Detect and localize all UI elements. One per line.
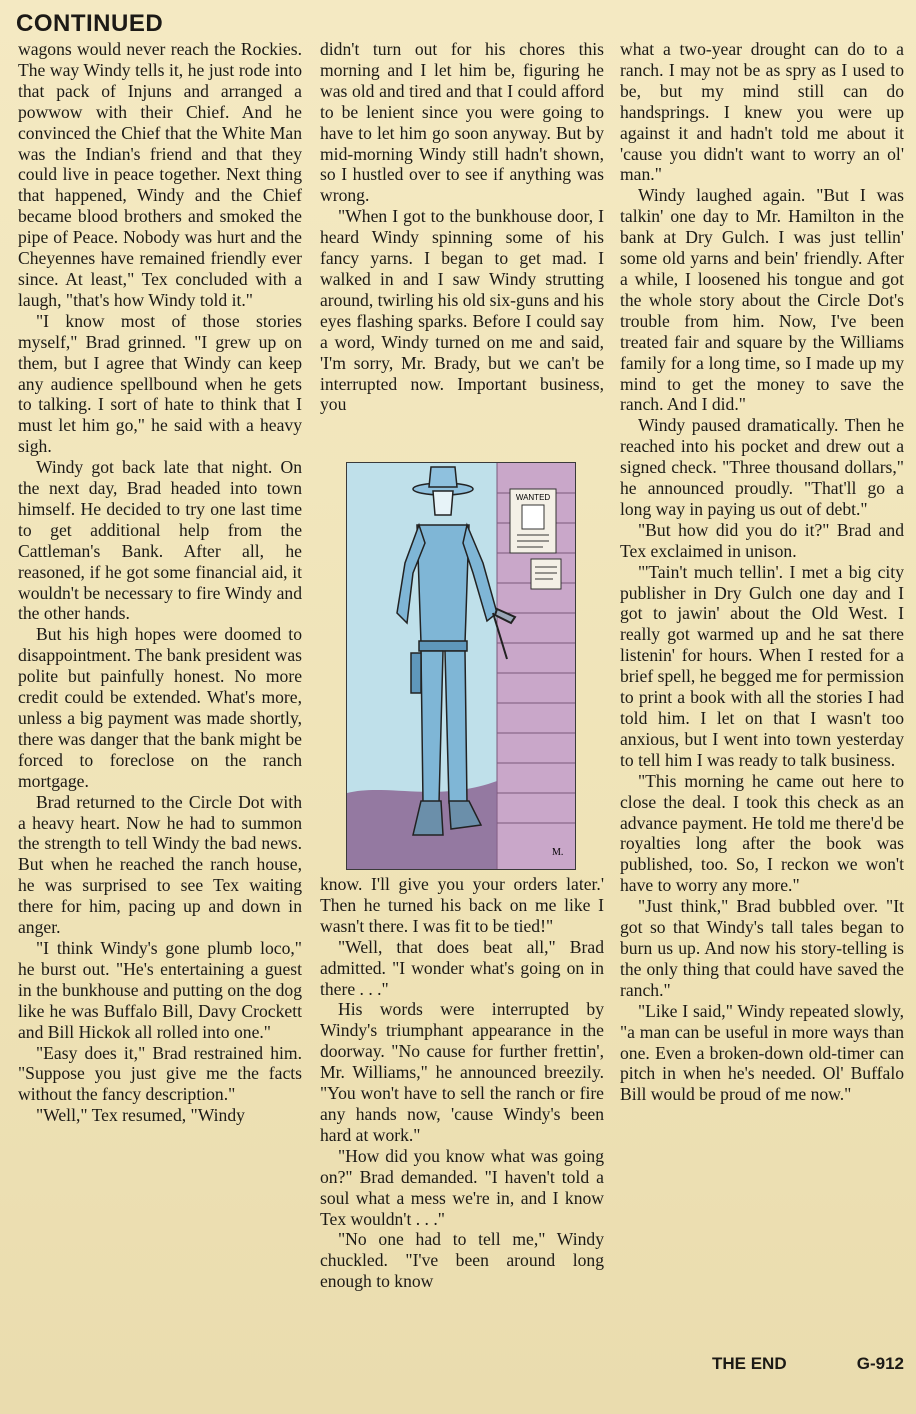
paragraph: "I think Windy's gone plumb loco," he burst out. "He's entertaining a guest in the bunkhouse and putting on the dog like he was Buffalo Bill, Davy Crockett and Bill Hickok all rolled into one." — [18, 937, 302, 1042]
text-column-2-top — [320, 39, 604, 459]
wanted-poster — [510, 489, 556, 553]
page-footer — [620, 1354, 904, 1374]
cowboy-figure — [397, 467, 497, 835]
paragraph: "Easy does it," Brad restrained him. "Suppose you just give me the facts without the fancy description." — [18, 1042, 302, 1105]
paragraph: But his high hopes were doomed to disappointment. The bank president was polite but painfully honest. No more credit could be extended. What's more, unless a big payment was made shortly, there was danger that the bank might be forced to foreclose on the ranch mortgage. — [18, 624, 302, 791]
paragraph: what a two-year drought can do to a ranch. I may not be as spry as I used to be, but my mind still can do handsprings. I knew you were up against it and hadn't told me about it 'cause you didn't want to worry an ol' man." — [620, 39, 904, 185]
page-code: G-912 — [856, 1354, 904, 1373]
paragraph: "But how did you do it?" Brad and Tex exclaimed in unison. — [620, 519, 904, 561]
paragraph: wagons would never reach the Rockies. The way Windy tells it, he just rode into that pack of Injuns and arranged a powwow with their Chief. And he convinced the Chief that the White Man was the Indian's friend and that they could live in peace together. Next thing that happened, Windy and the Chief became blood brothers and smoked the pipe of Peace. Nobody was hurt and the Cheyennes have remained friendly ever since. At least," Tex concluded with a laugh, "that's how Windy told it." — [18, 39, 302, 310]
paragraph: His words were interrupted by Windy's triumphant appearance in the doorway. "No cause for further frettin', Mr. Williams," he announced breezily. "You won't have to sell the ranch or fire any hands now, 'cause Windy's been hard at work." — [320, 999, 604, 1145]
poster-text: WANTED — [515, 493, 551, 502]
the-end-label: THE END — [712, 1354, 787, 1373]
paragraph: "Well, that does beat all," Brad admitted. "I wonder what's going on in there . . ." — [320, 936, 604, 999]
text-column-1 — [18, 39, 302, 1385]
paragraph: "When I got to the bunkhouse door, I heard Windy spinning some of his fancy yarns. I began to get mad. I walked in and I saw Windy strutting around, twirling his old six-guns and his eyes flashing sparks. Before I could say a word, Windy turned on me and said, 'I'm sorry, Mr. Brady, but we can't be interrupted now. Important business, you — [320, 206, 604, 415]
paragraph: Windy paused dramatically. Then he reached into his pocket and drew out a signed check. "Three thousand dollars," he announced proudly. "That'll go a long way in paying us out of debt." — [620, 415, 904, 519]
paragraph: Windy laughed again. "But I was talkin' one day to Mr. Hamilton in the bank at Dry Gulch. I was just tellin' some old yarns and bein' friendly. After a while, I loosened his tongue and got the whole story about the Circle Dot's trouble from him. Now, I've been treated fair and square by the Williams family for a long time, so I made up my mind to get the money to save the ranch. And I did." — [620, 185, 904, 415]
paragraph: "'Tain't much tellin'. I met a big city publisher in Dry Gulch one day and I got to jawin' about the Old West. I really got warmed up and he sat there listenin' for hours. When I rested for a brief spell, he begged me for permission to print a book with all the stories I had told him. I let on that I wasn't too anxious, but I went into town yesterday to tell him I was ready to talk business. — [620, 561, 904, 770]
paragraph: "How did you know what was going on?" Brad demanded. "I haven't told a soul what a mess we're in, and I know Tex wouldn't . . ." — [320, 1145, 604, 1229]
page-title: CONTINUED — [16, 10, 164, 37]
paragraph: "Just think," Brad bubbled over. "It got so that Windy's tall tales began to burn us up. And now his story-telling is the only thing that could have saved the ranch." — [620, 896, 904, 1000]
paragraph: "Like I said," Windy repeated slowly, "a man can be useful in more ways than one. Even a broken-down old-timer can pitch in when he's needed. Ol' Buffalo Bill would be proud of me now." — [620, 1000, 904, 1105]
paragraph: didn't turn out for his chores this morning and I let him be, figuring he was old and tired and that I could afford to be lenient since you were going to have to let him go soon anyway. But by mid-morning Windy still hadn't shown, so I hustled over to see if anything was wrong. — [320, 39, 604, 206]
paragraph: "Well," Tex resumed, "Windy — [36, 1105, 245, 1126]
paragraph: Windy got back late that night. On the next day, Brad headed into town himself. He decided to try one last time to get additional help from the Cattleman's Bank. After all, he reasoned, if he got some financial aid, it wouldn't be necessary to fire Windy and the other hands. — [18, 457, 302, 624]
paragraph: know. I'll give you your orders later.' Then he turned his back on me like I wasn't there. I was fit to be tied!" — [320, 874, 604, 936]
paragraph: "No one had to tell me," Windy chuckled. "I've been around long enough to know — [320, 1229, 604, 1292]
text-column-2-bottom — [320, 874, 604, 1384]
text-column-3 — [620, 39, 904, 1369]
paragraph: Brad returned to the Circle Dot with a heavy heart. Now he had to summon the strength to tell Windy the bad news. But when he reached the ranch house, he was surprised to see Tex waiting there for him, pacing up and down in anger. — [18, 791, 302, 938]
paragraph: "This morning he came out here to close the deal. I took this check as an advance payment. He told me there'd be royalties long after the book was published, too. So, I reckon we won't have to worry any more." — [620, 770, 904, 896]
artist-signature: M. — [552, 847, 564, 858]
cowboy-illustration — [346, 462, 576, 870]
paragraph: "I know most of those stories myself," Brad grinned. "I grew up on them, but I agree that Windy can keep any audience spellbound when he gets to talking. I sort of hate to think that I must let him go," he said with a heavy sigh. — [18, 310, 302, 457]
